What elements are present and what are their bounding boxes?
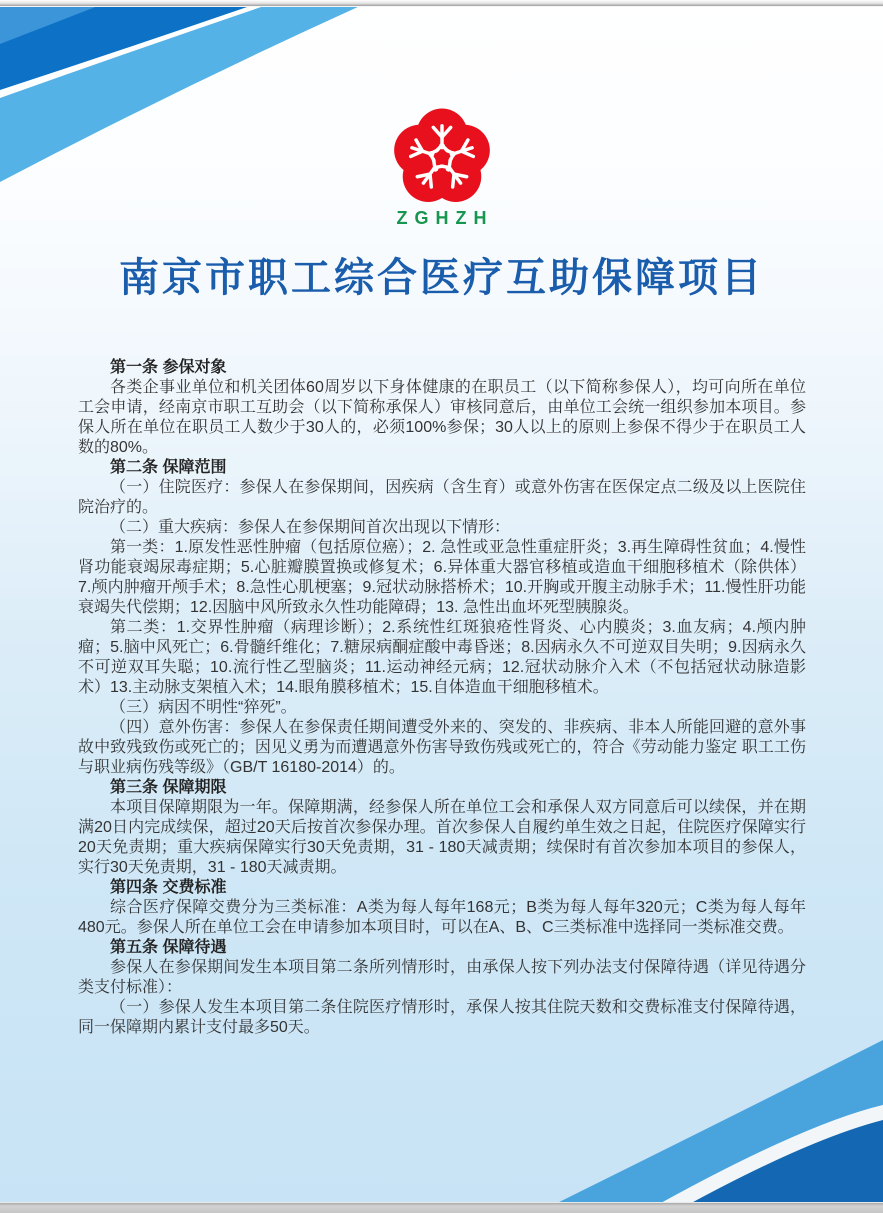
paragraph: 参保人在参保期间发生本项目第二条所列情形时，由承保人按下列办法支付保障待遇（详见待遇分类支付标准）： [78, 959, 806, 996]
bottom-swoosh-decoration [0, 1038, 883, 1213]
logo [0, 108, 883, 229]
section-heading-3: 第三条 保障期限 [110, 779, 227, 796]
window-bottom-edge [0, 1202, 883, 1213]
plum-blossom-icon [391, 108, 493, 206]
section-heading-2: 第二条 保障范围 [110, 459, 227, 476]
document-body [78, 358, 806, 1038]
logo-text: ZGHZH [396, 208, 494, 228]
paragraph: 本项目保障期限为一年。保障期满，经参保人所在单位工会和承保人双方同意后可以续保，并在期满20日内完成续保，超过20天后按首次参保办理。首次参保人自履约单生效之日起，住院医疗保障实行20天免责期；重大疾病保障实行30天免责期，31 - 180天减责期；续保时有首次参加本项目的参保人，实行30天免责期，31 - 180天减责期。 [78, 799, 806, 876]
paragraph: 综合医疗保障交费分为三类标准：A类为每人每年168元；B类为每人每年320元；C类为每人每年480元。参保人所在单位工会在申请参加本项目时，可以在A、B、C三类标准中选择同一类标准交费。 [78, 899, 806, 936]
paragraph: 第二类：1.交界性肿瘤（病理诊断）；2.系统性红斑狼疮性肾炎、心内膜炎；3.血友病；4.颅内肿瘤；5.脑中风死亡；6.骨髓纤维化；7.糖尿病酮症酸中毒昏迷；8.因病永久不可逆双目失明；9.因病永久不可逆双耳失聪；10.流行性乙型脑炎；11.运动神经元病；12.冠状动脉介入术（不包括冠状动脉造影术）13.主动脉支架植入术；14.眼角膜移植术；15.自体造血干细胞移植术。 [78, 619, 806, 696]
paragraph: （一）住院医疗：参保人在参保期间，因疾病（含生育）或意外伤害在医保定点二级及以上医院住院治疗的。 [78, 479, 806, 516]
page-title: 南京市职工综合医疗互助保障项目 [119, 256, 764, 300]
paragraph: （三）病因不明性“猝死”。 [110, 699, 297, 716]
paragraph: （一）参保人发生本项目第二条住院医疗情形时，承保人按其住院天数和交费标准支付保障待遇，同一保障期内累计支付最多50天。 [78, 999, 806, 1036]
paragraph: 第一类：1.原发性恶性肿瘤（包括原位癌）；2. 急性或亚急性重症肝炎；3.再生障碍性贫血；4.慢性肾功能衰竭尿毒症期；5.心脏瓣膜置换或修复术；6.异体重大器官移植或造血干细胞移植术（除供体）7.颅内肿瘤开颅手术；8.急性心肌梗塞；9.冠状动脉搭桥术；10.开胸或开腹主动脉手术；11.慢性肝功能衰竭失代偿期；12.因脑中风所致永久性功能障碍；13. 急性出血坏死型胰腺炎。 [78, 539, 806, 616]
section-heading-1: 第一条 参保对象 [110, 359, 227, 376]
paragraph: （二）重大疾病：参保人在参保期间首次出现以下情形： [110, 519, 511, 536]
window-top-edge [0, 0, 883, 7]
paragraph: （四）意外伤害：参保人在参保责任期间遭受外来的、突发的、非疾病、非本人所能回避的意外事故中致残致伤或死亡的；因见义勇为而遭遇意外伤害导致伤残或死亡的，符合《劳动能力鉴定 职工工伤与职业病伤残等级》（GB/T 16180-2014）的。 [78, 719, 806, 776]
section-heading-4: 第四条 交费标准 [110, 879, 227, 896]
section-heading-5: 第五条 保障待遇 [110, 939, 227, 956]
paragraph: 各类企事业单位和机关团体60周岁以下身体健康的在职员工（以下简称参保人），均可向所在单位工会申请，经南京市职工互助会（以下简称承保人）审核同意后，由单位工会统一组织参加本项目。参保人所在单位在职员工人数少于30人的，必须100%参保；30人以上的原则上参保不得少于在职员工人数的80%。 [78, 379, 806, 456]
